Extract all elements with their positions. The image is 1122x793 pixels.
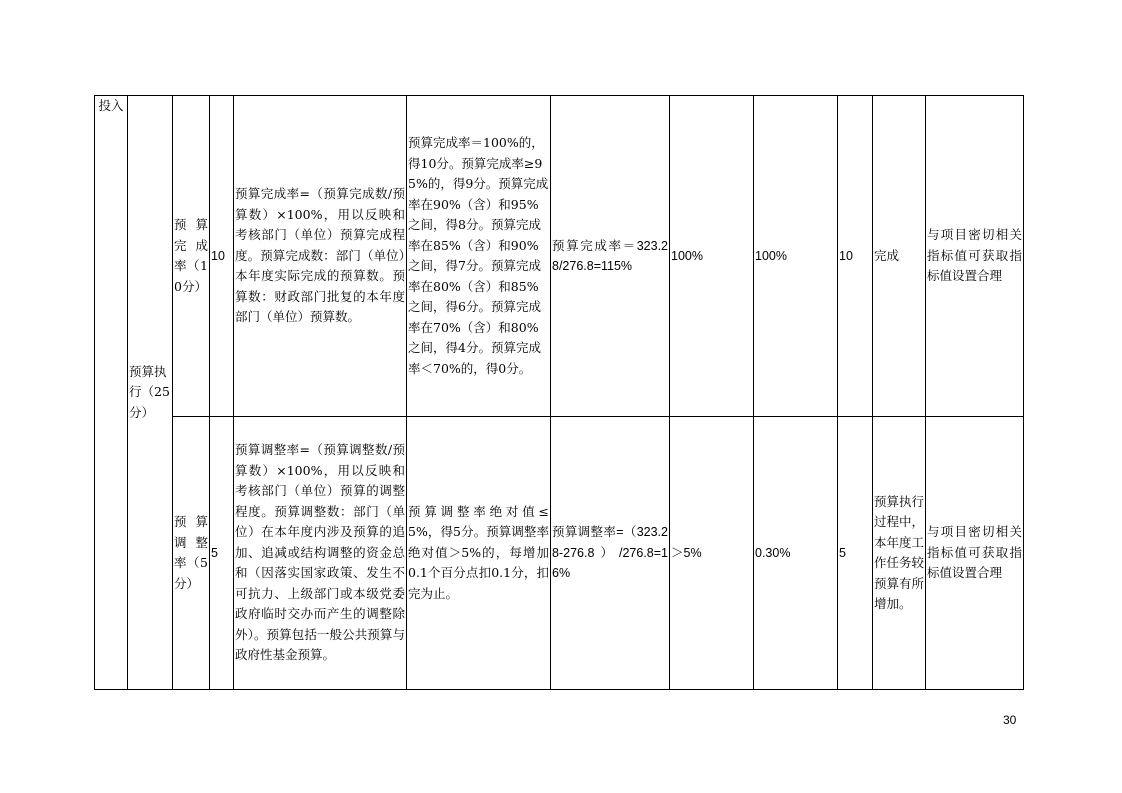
completion-status: 完成 — [874, 247, 900, 263]
score-value: 10 — [839, 248, 853, 263]
calculation-formula: 预算完成率＝323.28/276.8=115% — [552, 238, 668, 273]
indicator-definition: 预算调整率=（预算调整数/预算数）×100%，用以反映和考核部门（单位）预算的调整程度。预算调整数：部门（单位）在本年度内涉及预算的追加、追减或结构调整的资金总和（因落实国家政策、发生不可抗力、上级部门或本级党委政府临时交办而产生的调整除外）。预算包括一般公共预算与政府性基金预算。 — [235, 442, 405, 663]
actual-cell — [754, 96, 838, 417]
target-value: 100% — [671, 248, 703, 263]
criteria-cell — [407, 417, 551, 690]
status-cell — [873, 417, 926, 690]
calculation-cell — [551, 96, 670, 417]
indicator-name: 预算调整率（5分） — [174, 514, 208, 591]
actual-value: 0.30% — [755, 545, 791, 560]
level2-indicator-cell — [128, 96, 173, 690]
target-cell — [670, 96, 754, 417]
calculation-formula: 预算调整率=（323.28-276.8）/276.8=16% — [552, 525, 668, 581]
score-value: 5 — [839, 545, 846, 560]
table-row — [95, 417, 1024, 690]
indicator-weight: 10 — [211, 248, 225, 263]
calculation-cell — [551, 417, 670, 690]
indicator-name: 预算完成率（10分） — [174, 217, 208, 294]
level2-indicator: 预算执行（25分） — [129, 363, 170, 420]
indicator-remark: 与项目密切相关指标值可获取指标值设置合理 — [927, 524, 1022, 581]
target-value: ＞5% — [671, 545, 702, 560]
score-cell — [838, 96, 873, 417]
level1-indicator-cell — [95, 96, 128, 690]
completion-status: 预算执行过程中，本年度工作任务较预算有所增加。 — [874, 493, 925, 611]
target-cell — [670, 417, 754, 690]
criteria-cell — [407, 96, 551, 417]
actual-value: 100% — [755, 248, 787, 263]
remark-cell — [926, 417, 1024, 690]
page-number: 30 — [1003, 713, 1017, 727]
level1-indicator: 投入 — [98, 98, 124, 113]
scoring-criteria: 预算完成率＝100%的，得10分。预算完成率≥95%的，得9分。预算完成率在90%（含）和95%之间，得8分。预算完成率在85%（含）和90%之间，得7分。预算完成率在80%（含）和85%之间，得6分。预算完成率在70%（含）和80%之间，得4分。预算完成率＜70%的，得0分。 — [408, 135, 549, 376]
definition-cell — [234, 96, 407, 417]
status-cell — [873, 96, 926, 417]
table-row — [95, 96, 1024, 417]
indicator-definition: 预算完成率=（预算完成数/预算数）×100%，用以反映和考核部门（单位）预算完成程度。预算完成数：部门（单位）本年度实际完成的预算数。预算数：财政部门批复的本年度部门（单位）预算数。 — [235, 186, 405, 325]
indicator-remark: 与项目密切相关指标值可获取指标值设置合理 — [927, 227, 1022, 284]
performance-evaluation-table — [94, 95, 1024, 690]
weight-cell — [210, 96, 234, 417]
definition-cell — [234, 417, 407, 690]
score-cell — [838, 417, 873, 690]
remark-cell — [926, 96, 1024, 417]
scoring-criteria: 预算调整率绝对值≤5%，得5分。预算调整率绝对值＞5%的，每增加0.1个百分点扣0.1分，扣完为止。 — [408, 503, 549, 601]
indicator-weight: 5 — [211, 545, 218, 560]
weight-cell — [210, 417, 234, 690]
indicator-cell — [173, 96, 210, 417]
indicator-cell — [173, 417, 210, 690]
actual-cell — [754, 417, 838, 690]
